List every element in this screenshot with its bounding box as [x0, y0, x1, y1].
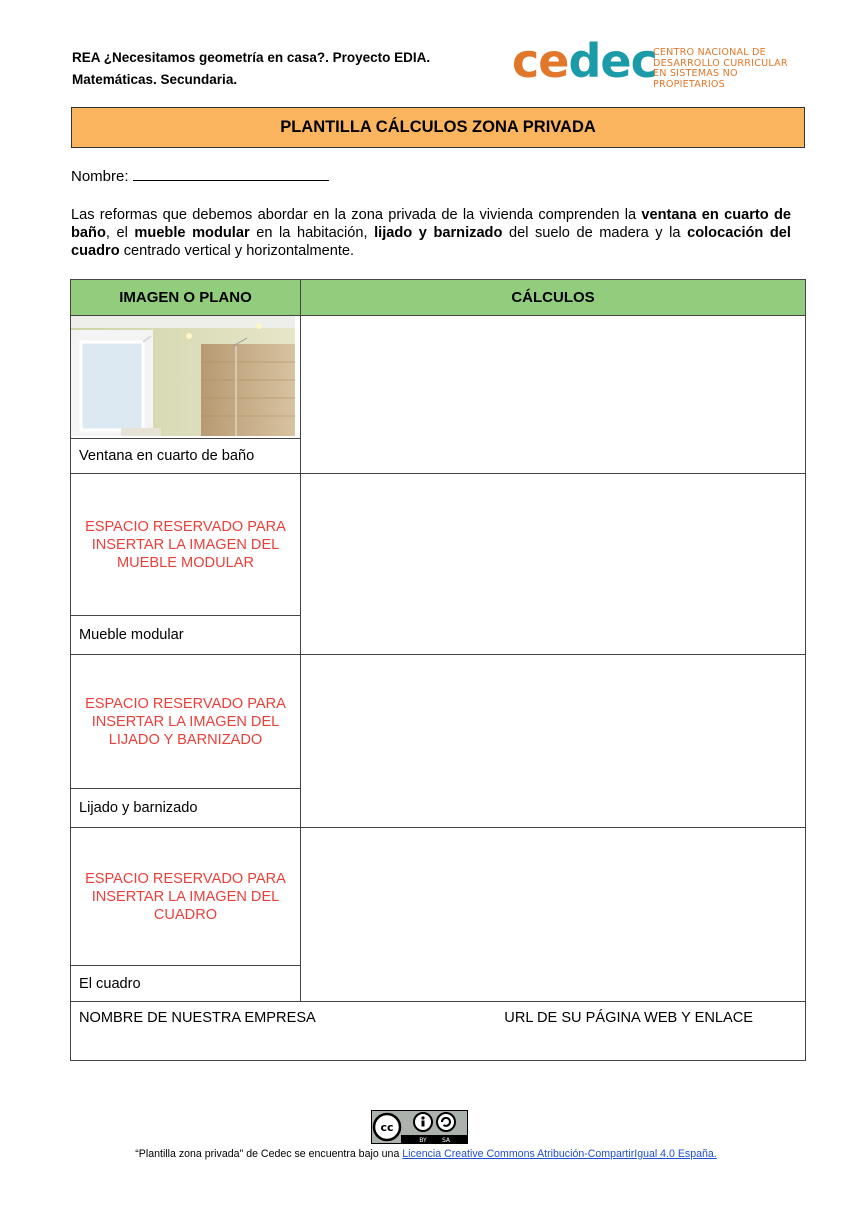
license-text: “Plantilla zona privada" de Cedec se encuentra bajo una [135, 1148, 403, 1160]
cedec-logo [512, 34, 812, 90]
company-url-label: URL DE SU PÁGINA WEB Y ENLACE [504, 1010, 753, 1026]
cc-by-label: BY [419, 1137, 427, 1144]
company-name-label: NOMBRE DE NUESTRA EMPRESA [79, 1010, 316, 1026]
nombre-blank-line[interactable] [133, 166, 329, 181]
column-header-calculations: CÁLCULOS [301, 280, 806, 316]
caption-sanding-varnishing: Lijado y barnizado [71, 789, 301, 828]
bathroom-window-photo [71, 316, 295, 436]
header-line-1: REA ¿Necesitamos geometría en casa?. Proyecto EDIA. [72, 50, 431, 65]
document-header [72, 47, 430, 91]
nombre-label: Nombre: [71, 168, 129, 185]
calc-cell-painting[interactable] [301, 828, 806, 1002]
reserved-image-sanding-varnishing[interactable]: ESPACIO RESERVADO PARA INSERTAR LA IMAGEN DEL LIJADO Y BARNIZADO [71, 655, 301, 789]
caption-painting: El cuadro [71, 966, 301, 1002]
header-line-2: Matemáticas. Secundaria. [72, 72, 238, 87]
calculations-table [70, 279, 806, 1061]
page-title: PLANTILLA CÁLCULOS ZONA PRIVADA [71, 107, 805, 148]
cedec-logo-word: cedec [512, 34, 657, 88]
cc-sa-label: SA [441, 1137, 451, 1144]
intro-paragraph: Las reformas que debemos abordar en la zona privada de la vivienda comprenden la ventana en cuarto de baño, el mueble modular en la habitación, lijado y barnizado del suelo de madera y la colocación del cuadro centrado vertical y horizontalmente. [71, 207, 791, 259]
creative-commons-badge[interactable] [371, 1110, 468, 1144]
column-header-image: IMAGEN O PLANO [71, 280, 301, 316]
cedec-logo-subtitle: CENTRO NACIONAL DE DESARROLLO CURRICULAR EN SISTEMAS NO PROPIETARIOS [653, 47, 788, 90]
calc-cell-bathroom-window[interactable] [301, 316, 806, 474]
license-link[interactable]: Licencia Creative Commons Atribución-CompartirIgual 4.0 España. [402, 1148, 717, 1160]
caption-bathroom-window: Ventana en cuarto de baño [71, 439, 301, 474]
bathroom-window-photo-cell [71, 316, 301, 439]
calc-cell-sanding-varnishing[interactable] [301, 655, 806, 828]
reserved-image-modular-furniture[interactable]: ESPACIO RESERVADO PARA INSERTAR LA IMAGEN DEL MUEBLE MODULAR [71, 474, 301, 616]
nombre-field [71, 166, 329, 185]
company-info-row [71, 1002, 806, 1061]
svg-text:cc: cc [380, 1121, 394, 1134]
calc-cell-modular-furniture[interactable] [301, 474, 806, 655]
reserved-image-painting[interactable]: ESPACIO RESERVADO PARA INSERTAR LA IMAGEN DEL CUADRO [71, 828, 301, 966]
caption-modular-furniture: Mueble modular [71, 616, 301, 655]
license-notice [0, 1148, 852, 1160]
